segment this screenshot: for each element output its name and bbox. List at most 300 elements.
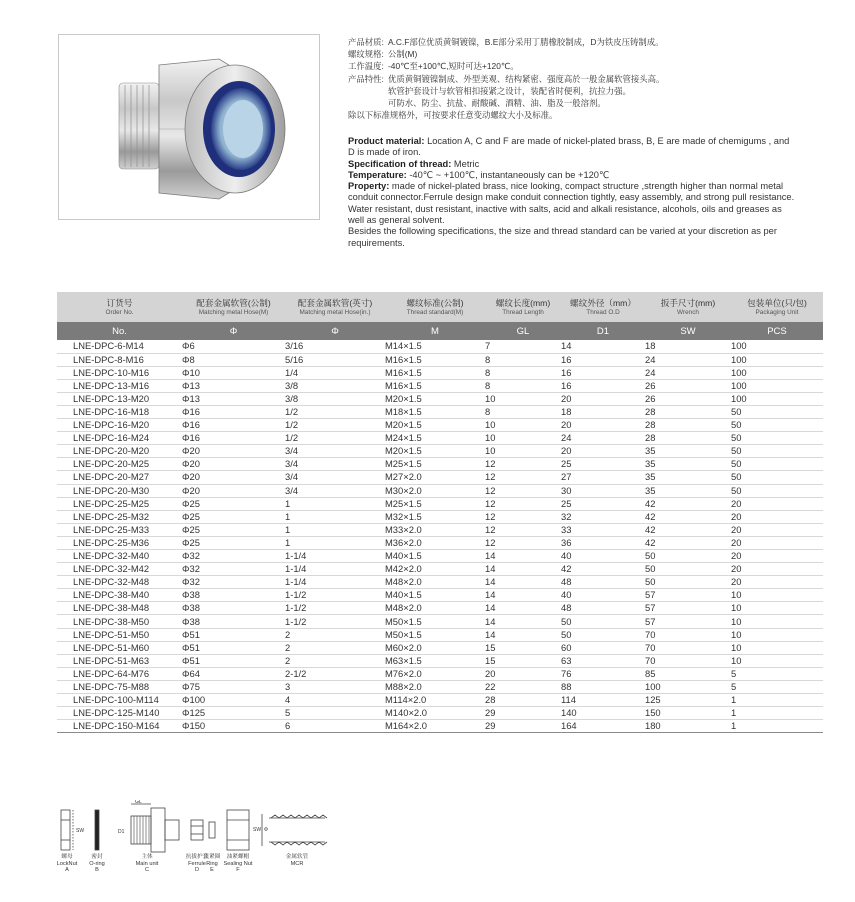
column-header (731, 292, 823, 322)
column-header-en: Thread Length (502, 308, 544, 316)
table-cell: Φ38 (182, 615, 285, 628)
dim-gl: GL (135, 800, 142, 805)
table-cell: Φ51 (182, 641, 285, 654)
part-label (204, 854, 221, 874)
table-cell: 88 (561, 680, 645, 693)
table-cell: Φ32 (182, 563, 285, 576)
en-material-label: Product material: (348, 136, 425, 146)
locknut-shape (61, 810, 70, 850)
table-cell: 60 (561, 641, 645, 654)
table-cell: 14 (485, 615, 561, 628)
table-cell: Φ64 (182, 667, 285, 680)
table-cell: 48 (561, 602, 645, 615)
table-cell: M36×2.0 (385, 536, 485, 549)
en-property-label: Property: (348, 181, 390, 192)
table-cell: LNE-DPC-38-M48 (57, 602, 182, 615)
table-cell: M14×1.5 (385, 340, 485, 353)
table-row (57, 445, 823, 458)
table-cell: 14 (485, 550, 561, 563)
table-cell: 20 (731, 523, 823, 536)
table-cell: M20×1.5 (385, 419, 485, 432)
table-row (57, 419, 823, 432)
table-cell: LNE-DPC-150-M164 (57, 720, 182, 733)
table-cell: 12 (485, 510, 561, 523)
table-cell: LNE-DPC-51-M60 (57, 641, 182, 654)
table-cell: M20×1.5 (385, 392, 485, 405)
header-row-codes (57, 322, 823, 340)
table-cell: LNE-DPC-10-M16 (57, 366, 182, 379)
table-cell: M30×2.0 (385, 484, 485, 497)
table-row (57, 536, 823, 549)
table-cell: M25×1.5 (385, 458, 485, 471)
table-row (57, 680, 823, 693)
table-cell: 50 (731, 484, 823, 497)
table-cell: LNE-DPC-32-M48 (57, 576, 182, 589)
table-cell: 100 (731, 379, 823, 392)
table-cell: M60×2.0 (385, 641, 485, 654)
table-cell: 1-1/4 (285, 563, 385, 576)
table-cell: 100 (731, 340, 823, 353)
column-code: M (385, 322, 485, 340)
table-cell: 1 (731, 720, 823, 733)
part-label (89, 854, 105, 874)
table-cell: 50 (731, 405, 823, 418)
part-label-letter: E (210, 867, 214, 874)
table-cell: 42 (645, 536, 731, 549)
column-header-cn: 包装单位(只/包) (747, 297, 807, 308)
table-row (57, 510, 823, 523)
table-row (57, 366, 823, 379)
table-cell: Φ13 (182, 392, 285, 405)
table-cell: 20 (731, 576, 823, 589)
table-cell: LNE-DPC-25-M36 (57, 536, 182, 549)
table-cell: M16×1.5 (385, 353, 485, 366)
table-cell: 6 (285, 720, 385, 733)
table-cell: M33×2.0 (385, 523, 485, 536)
table-cell: LNE-DPC-51-M63 (57, 654, 182, 667)
table-cell: LNE-DPC-64-M76 (57, 667, 182, 680)
table-cell: 1/2 (285, 405, 385, 418)
table-cell: 8 (485, 405, 561, 418)
table-cell: 18 (645, 340, 731, 353)
column-code: D1 (561, 322, 645, 340)
table-cell: 8 (485, 353, 561, 366)
table-cell: 14 (485, 576, 561, 589)
part-label-cn: 夹紧圈 (203, 854, 221, 860)
table-cell: 50 (731, 432, 823, 445)
table-cell: 1-1/2 (285, 602, 385, 615)
table-cell: 33 (561, 523, 645, 536)
cn-thread-row (348, 48, 808, 60)
cn-property-line: 可防水、防尘、抗盐、耐酸碱、酒精、油、脂及一般溶剂。 (388, 98, 606, 109)
table-cell: 5 (285, 707, 385, 720)
table-row (57, 589, 823, 602)
part-label-letter: B (95, 867, 99, 874)
table-row (57, 379, 823, 392)
table-cell: 20 (561, 392, 645, 405)
table-cell: 8 (485, 366, 561, 379)
table-cell: 20 (731, 536, 823, 549)
column-code: GL (485, 322, 561, 340)
column-code: SW (645, 322, 731, 340)
table-cell: 10 (485, 419, 561, 432)
part-label (224, 854, 253, 874)
table-cell: 18 (561, 405, 645, 418)
table-cell: 1/2 (285, 419, 385, 432)
table-cell: LNE-DPC-32-M42 (57, 563, 182, 576)
column-header (182, 292, 285, 322)
chinese-spec (348, 36, 808, 121)
column-header-en: Wrench (677, 308, 699, 316)
table-cell: M16×1.5 (385, 379, 485, 392)
table-cell: 40 (561, 550, 645, 563)
part-label-cn: 金属软管 (285, 854, 309, 860)
table-cell: 2 (285, 641, 385, 654)
table-cell: Φ20 (182, 471, 285, 484)
table-cell: Φ25 (182, 536, 285, 549)
column-header-en: Thread O.D (586, 308, 620, 316)
table-cell: M48×2.0 (385, 576, 485, 589)
table-cell: 4 (285, 694, 385, 707)
table-cell: 63 (561, 654, 645, 667)
table-cell: 10 (731, 589, 823, 602)
table-cell: 20 (731, 510, 823, 523)
table-row (57, 694, 823, 707)
en-thread (348, 159, 798, 170)
table-cell: M164×2.0 (385, 720, 485, 733)
table-cell: 3/8 (285, 379, 385, 392)
en-material-text: Location A, C and F are made of nickel-plated brass, B, E are made of chemigums , and D is made of iron. (348, 136, 790, 158)
table-cell: M24×1.5 (385, 432, 485, 445)
ferrule-shape (191, 820, 203, 840)
table-cell: 35 (645, 471, 731, 484)
table-cell: Φ20 (182, 445, 285, 458)
table-cell: 1 (285, 510, 385, 523)
part-label-en: LockNut (56, 860, 78, 867)
table-cell: 20 (731, 550, 823, 563)
table-cell: 1/2 (285, 432, 385, 445)
table-row (57, 667, 823, 680)
part-label-en: Sealing Nut (223, 860, 253, 867)
column-header-en: Thread standard(M) (406, 308, 464, 316)
column-header (485, 292, 561, 322)
table-cell: 10 (485, 432, 561, 445)
column-header-cn: 螺纹外径（mm） (570, 297, 636, 308)
table-cell: 57 (645, 602, 731, 615)
table-cell: LNE-DPC-100-M114 (57, 694, 182, 707)
en-temp-label: Temperature: (348, 169, 407, 180)
table-cell: Φ51 (182, 628, 285, 641)
part-label-letter: D (194, 867, 200, 874)
column-header (57, 292, 182, 322)
product-photo (58, 34, 320, 220)
table-cell: LNE-DPC-25-M32 (57, 510, 182, 523)
table-cell: 25 (561, 497, 645, 510)
table-cell: LNE-DPC-20-M20 (57, 445, 182, 458)
table-cell: LNE-DPC-16-M20 (57, 419, 182, 432)
table-cell: Φ75 (182, 680, 285, 693)
table-cell: 57 (645, 589, 731, 602)
table-cell: 35 (645, 484, 731, 497)
en-temp-text: -40℃ ~ +100℃, instantaneously can be +120℃ (409, 169, 610, 180)
table-cell: 5/16 (285, 353, 385, 366)
table-cell: 25 (561, 458, 645, 471)
table-cell: 10 (731, 654, 823, 667)
table-cell: 50 (731, 471, 823, 484)
part-label-en: MCR (290, 860, 304, 867)
table-cell: 20 (731, 563, 823, 576)
table-cell: Φ16 (182, 419, 285, 432)
table-cell: 32 (561, 510, 645, 523)
table-cell: 16 (561, 366, 645, 379)
dim-phi: Φ (264, 827, 268, 833)
header-row-labels (57, 292, 823, 322)
column-header (561, 292, 645, 322)
table-cell: LNE-DPC-13-M20 (57, 392, 182, 405)
cn-property-line: 软管护套设计与软管相扣接紧之设计，装配省时便利，抗拉力强。 (388, 85, 631, 96)
table-cell: 3 (285, 680, 385, 693)
table-cell: 42 (645, 523, 731, 536)
parts-diagram (55, 800, 355, 880)
column-code: PCS (731, 322, 823, 340)
table-cell: 20 (485, 667, 561, 680)
table-cell: 12 (485, 458, 561, 471)
table-cell: 8 (485, 379, 561, 392)
column-header (285, 292, 385, 322)
part-label-en: Main unit (135, 860, 159, 867)
column-header-en: Packaging Unit (755, 308, 799, 316)
table-cell: Φ150 (182, 720, 285, 733)
table-cell: 1 (285, 523, 385, 536)
table-cell: 76 (561, 667, 645, 680)
table-cell: 50 (731, 445, 823, 458)
table-cell: M40×1.5 (385, 550, 485, 563)
column-header (645, 292, 731, 322)
table-cell: M42×2.0 (385, 563, 485, 576)
part-label-letter: C (144, 867, 150, 874)
part-label-en: O-ring (89, 860, 105, 867)
table-cell: LNE-DPC-125-M140 (57, 707, 182, 720)
column-code: No. (57, 322, 182, 340)
cn-material-text: A.C.F部位优质黄铜镀镍，B.E部分采用丁腈橡胶制成，D为铁皮压铸制成。 (388, 37, 664, 47)
dim-d1: D1 (118, 829, 125, 835)
part-label-cn: 抗拔护套 (185, 854, 209, 860)
table-cell: 28 (645, 419, 731, 432)
table-cell: Φ20 (182, 458, 285, 471)
table-cell: 70 (645, 628, 731, 641)
table-cell: 42 (561, 563, 645, 576)
table-cell: 50 (645, 563, 731, 576)
table-cell: 10 (731, 641, 823, 654)
table-cell: 22 (485, 680, 561, 693)
column-header-cn: 螺纹长度(mm) (495, 297, 551, 308)
column-code: Φ (182, 322, 285, 340)
table-cell: 10 (485, 392, 561, 405)
column-header-cn: 螺纹标准(公制) (406, 297, 464, 308)
table-cell: 114 (561, 694, 645, 707)
table-cell: M25×1.5 (385, 497, 485, 510)
table-cell: 14 (485, 589, 561, 602)
table-cell: M114×2.0 (385, 694, 485, 707)
table-cell: 100 (731, 353, 823, 366)
table-cell: 70 (645, 641, 731, 654)
table-cell: Φ25 (182, 523, 285, 536)
table-cell: M88×2.0 (385, 680, 485, 693)
table-row (57, 405, 823, 418)
spec-table (57, 292, 823, 733)
table-cell: Φ38 (182, 589, 285, 602)
table-row (57, 576, 823, 589)
table-row (57, 654, 823, 667)
table-cell: 48 (561, 576, 645, 589)
dim-sw-left: SW (76, 828, 85, 834)
table-cell: LNE-DPC-25-M33 (57, 523, 182, 536)
table-cell: 12 (485, 497, 561, 510)
table-cell: 29 (485, 707, 561, 720)
table-row (57, 392, 823, 405)
table-cell: 10 (731, 628, 823, 641)
table-cell: Φ100 (182, 694, 285, 707)
table-cell: 50 (561, 628, 645, 641)
cn-temp-row (348, 60, 808, 72)
table-cell: 5 (731, 667, 823, 680)
table-cell: M76×2.0 (385, 667, 485, 680)
table-cell: 12 (485, 536, 561, 549)
cn-thread-label: 螺纹规格: (348, 49, 384, 60)
table-cell: 20 (731, 497, 823, 510)
cn-property-line: 优质黄铜镀镍制成、外型美观、结构紧密、强度高於一般金属软管接头高。 (388, 73, 665, 84)
en-thread-label: Specification of thread: (348, 158, 452, 169)
table-cell: 50 (561, 615, 645, 628)
table-cell: M50×1.5 (385, 615, 485, 628)
table-cell: 12 (485, 471, 561, 484)
table-cell: 3/4 (285, 471, 385, 484)
table-row (57, 550, 823, 563)
table-cell: Φ32 (182, 550, 285, 563)
column-header-en: Matching metal Hose(M) (198, 308, 269, 316)
table-cell: LNE-DPC-6-M14 (57, 340, 182, 353)
table-row (57, 641, 823, 654)
table-cell: LNE-DPC-32-M40 (57, 550, 182, 563)
table-body (57, 340, 823, 733)
table-cell: 1 (285, 536, 385, 549)
table-cell: 16 (561, 353, 645, 366)
table-cell: 29 (485, 720, 561, 733)
table-cell: Φ25 (182, 497, 285, 510)
part-label-en: Ferrule (188, 860, 206, 867)
part-label (57, 854, 78, 874)
table-cell: 3/16 (285, 340, 385, 353)
table-cell: LNE-DPC-38-M40 (57, 589, 182, 602)
column-header-cn: 配套金属软管(英寸) (297, 297, 373, 308)
table-row (57, 523, 823, 536)
table-cell: Φ32 (182, 576, 285, 589)
table-cell: 3/4 (285, 445, 385, 458)
table-row (57, 471, 823, 484)
table-cell: 42 (645, 497, 731, 510)
table-cell: 14 (561, 340, 645, 353)
table-cell: 10 (731, 615, 823, 628)
column-header-en: Matching metal Hose(in.) (299, 308, 371, 316)
table-cell: 10 (485, 445, 561, 458)
table-cell: 100 (645, 680, 731, 693)
en-material (348, 136, 798, 159)
table-cell: M63×1.5 (385, 654, 485, 667)
table-cell: Φ38 (182, 602, 285, 615)
table-cell: LNE-DPC-20-M27 (57, 471, 182, 484)
table-cell: 12 (485, 523, 561, 536)
table-row (57, 707, 823, 720)
table-cell: M140×2.0 (385, 707, 485, 720)
table-cell: 3/4 (285, 458, 385, 471)
table-cell: Φ16 (182, 405, 285, 418)
table-row (57, 497, 823, 510)
table-cell: 50 (731, 419, 823, 432)
column-header (385, 292, 485, 322)
part-label-cn: 油紧螺帽 (226, 854, 250, 860)
en-temp (348, 170, 798, 181)
table-cell: M18×1.5 (385, 405, 485, 418)
dim-sw-right: SW (253, 827, 262, 833)
table-cell: Φ8 (182, 353, 285, 366)
table-cell: 164 (561, 720, 645, 733)
table-cell: 12 (485, 484, 561, 497)
table-cell: M27×2.0 (385, 471, 485, 484)
table-cell: 14 (485, 628, 561, 641)
hose-shape (269, 818, 325, 842)
column-header-en: Order No. (105, 308, 134, 316)
table-cell: Φ25 (182, 510, 285, 523)
table-cell: LNE-DPC-16-M24 (57, 432, 182, 445)
en-thread-text: Metric (453, 158, 480, 169)
table-cell: 1-1/4 (285, 550, 385, 563)
table-row (57, 615, 823, 628)
table-row (57, 628, 823, 641)
column-header-cn: 配套金属软管(公制) (196, 297, 271, 308)
en-property-text: made of nickel-plated brass, nice looking, compact structure ,strength higher than normal metal conduit connector.Ferrule design make conduit connection tightly, easy assembly, and strong pull resistance. Water resistant, dust resistant, inactive with salts, acid and alkali resistance, alcohols, oils and greases as well as general solvent. (348, 181, 795, 226)
table-cell: LNE-DPC-51-M50 (57, 628, 182, 641)
table-cell: 50 (645, 576, 731, 589)
table-row (57, 563, 823, 576)
sealing-nut-shape (227, 810, 249, 850)
cn-property-label: 产品特性: (348, 73, 384, 84)
table-cell: LNE-DPC-25-M25 (57, 497, 182, 510)
table-cell: 7 (485, 340, 561, 353)
table-cell: M40×1.5 (385, 589, 485, 602)
table-cell: 24 (645, 366, 731, 379)
table-row (57, 484, 823, 497)
table-cell: 140 (561, 707, 645, 720)
column-header-cn: 扳手尺寸(mm) (660, 297, 716, 308)
table-cell: 15 (485, 654, 561, 667)
table-cell: 20 (561, 419, 645, 432)
table-row (57, 458, 823, 471)
table-cell: 1 (285, 497, 385, 510)
table-cell: 42 (645, 510, 731, 523)
table-row (57, 353, 823, 366)
table-cell: 180 (645, 720, 731, 733)
oring-shape (95, 810, 99, 850)
table-cell: 50 (645, 550, 731, 563)
table-cell: 28 (485, 694, 561, 707)
part-label-letter: F (236, 867, 240, 874)
cn-temp-text: -40℃至+100℃,短时可达+120℃。 (388, 61, 519, 72)
cn-temp-label: 工作温度: (348, 61, 384, 72)
cn-property-row (348, 73, 808, 85)
cn-thread-text: 公制(M) (388, 49, 418, 60)
table-cell: LNE-DPC-20-M25 (57, 458, 182, 471)
table-cell: 26 (645, 392, 731, 405)
